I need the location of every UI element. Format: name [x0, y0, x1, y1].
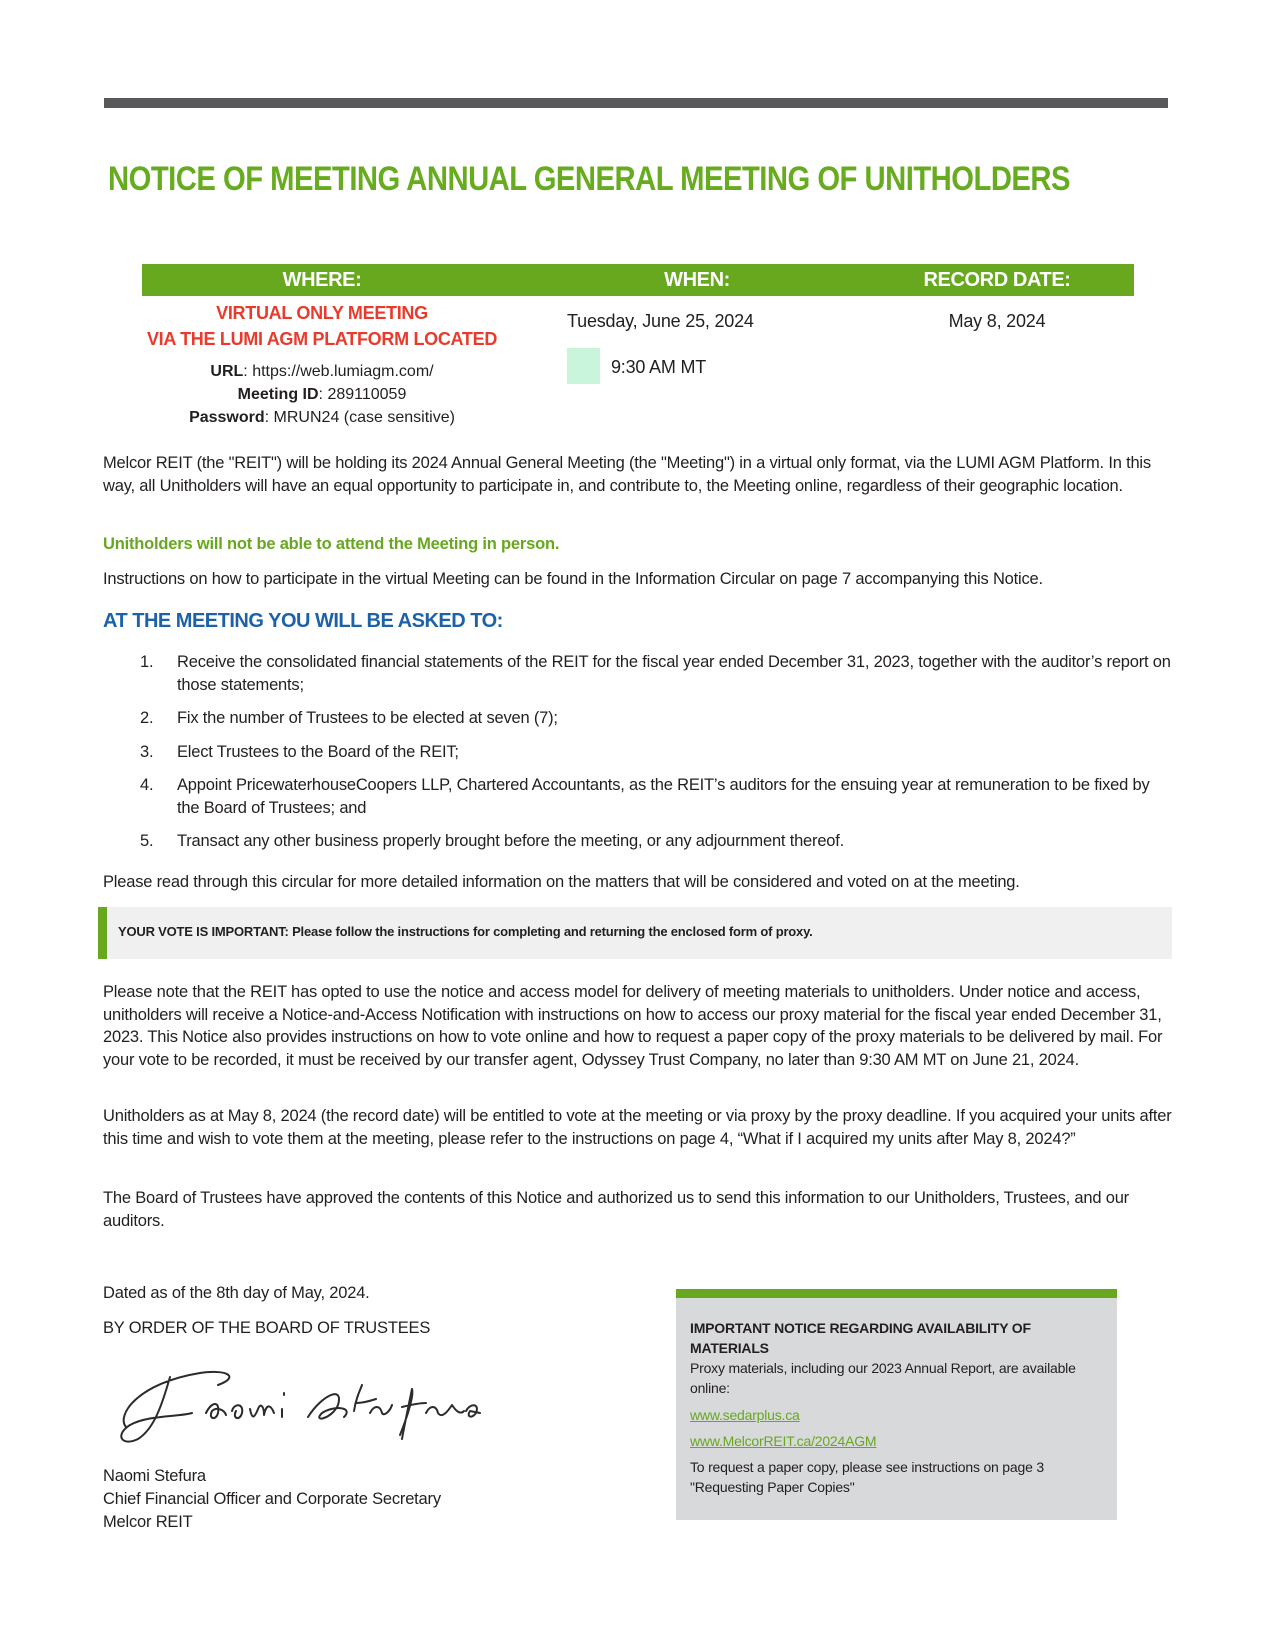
meeting-date: Tuesday, June 25, 2024	[567, 311, 754, 331]
top-rule	[104, 98, 1168, 108]
intro-paragraph: Melcor REIT (the "REIT") will be holding its 2024 Annual General Meeting (the "Meeting") in a virtual only format, via the LUMI AGM Platform. In this way, all Unitholders will have an equal opportunity to participate in, and contribute to, the Meeting online, regardless of their geographic location.	[103, 454, 1151, 495]
vote-important-text: YOUR VOTE IS IMPORTANT: Please follow the instructions for completing and returning the enclosed form of proxy.	[118, 924, 813, 939]
sedarplus-link[interactable]: www.sedarplus.ca	[690, 1407, 800, 1423]
meeting-table-header	[142, 264, 1134, 296]
read-through-paragraph: Please read through this circular for more detailed information on the matters that will be considered and voted on at the meeting.	[103, 873, 1020, 891]
meeting-id-label: Meeting ID	[237, 386, 319, 403]
dated-line: Dated as of the 8th day of May, 2024.	[103, 1284, 370, 1302]
list-item: 4. Appoint PricewaterhouseCoopers LLP, Chartered Accountants, as the REIT’s auditors for the ensuing year at remuneration to be fixed by the Board of Trustees; and	[140, 776, 1150, 817]
notice-box-accent	[676, 1289, 1117, 1298]
instructions-paragraph: Instructions on how to participate in the virtual Meeting can be found in the Information Circular on page 7 accompanying this Notice.	[103, 570, 1043, 588]
list-item: 1. Receive the consolidated financial statements of the REIT for the fiscal year ended December 31, 2023, together with the auditor’s report on those statements;	[140, 653, 1171, 694]
password-line	[142, 406, 502, 429]
meeting-id-value: : 289110059	[318, 386, 407, 403]
signature-image	[108, 1355, 498, 1455]
url-line	[142, 360, 502, 383]
agenda-list	[103, 651, 1175, 864]
paper-copy-text: To request a paper copy, please see instructions on page 3 "Requesting Paper Copies"	[690, 1459, 1044, 1495]
board-paragraph: The Board of Trustees have approved the contents of this Notice and authorized us to send this information to our Unitholders, Trustees, and our auditors.	[103, 1189, 1129, 1230]
record-date-paragraph: Unitholders as at May 8, 2024 (the record date) will be entitled to vote at the meeting or via proxy by the proxy deadline. If you acquired your units after this time and wish to vote them at the meeting, please refer to the instructions on page 4, “What if I acquired my units after May 8, 2024?”	[103, 1107, 1172, 1148]
melcor-agm-link[interactable]: www.MelcorREIT.ca/2024AGM	[690, 1433, 877, 1449]
list-item: 3. Elect Trustees to the Board of the REIT;	[140, 742, 459, 761]
notice-heading: IMPORTANT NOTICE REGARDING AVAILABILITY OF MATERIALS	[690, 1320, 1031, 1356]
asked-heading: AT THE MEETING YOU WILL BE ASKED TO:	[103, 610, 503, 632]
by-order-line: BY ORDER OF THE BOARD OF TRUSTEES	[103, 1319, 431, 1337]
password-label: Password	[189, 409, 265, 426]
header-when: WHEN:	[664, 269, 730, 291]
signer-name: Naomi Stefura	[103, 1467, 206, 1485]
signer-org: Melcor REIT	[103, 1513, 193, 1531]
meeting-id-line	[142, 383, 502, 406]
vote-callout-accent	[98, 907, 107, 959]
platform-line: VIA THE LUMI AGM PLATFORM LOCATED	[146, 329, 498, 349]
page-title: NOTICE OF MEETING ANNUAL GENERAL MEETING OF UNITHOLDERS	[108, 160, 1071, 198]
highlight-marker	[567, 348, 600, 384]
header-record-date: RECORD DATE:	[923, 269, 1071, 291]
notice-access-paragraph: Please note that the REIT has opted to use the notice and access model for delivery of meeting materials to unitholders. Under notice and access, unitholders will receive a Notice-and-Access Notification with instructions on how to access our proxy material for the fiscal year ended December 31, 2023. This Notice also provides instructions on how to vote online and how to request a paper copy of the proxy materials to be delivered by mail. For your vote to be recorded, it must be received by our transfer agent, Odyssey Trust Company, no later than 9:30 AM MT on June 21, 2024.	[103, 983, 1163, 1069]
notice-text: Proxy materials, including our 2023 Annual Report, are available online:	[690, 1360, 1076, 1396]
notice-box-content	[690, 1318, 1102, 1497]
url-value[interactable]: : https://web.lumiagm.com/	[243, 363, 434, 380]
virtual-meeting-line: VIRTUAL ONLY MEETING	[216, 303, 428, 323]
in-person-notice: Unitholders will not be able to attend the Meeting in person.	[103, 535, 560, 553]
header-where: WHERE:	[282, 269, 362, 291]
record-date: May 8, 2024	[948, 311, 1046, 331]
list-item: 5. Transact any other business properly brought before the meeting, or any adjournment thereof.	[140, 832, 845, 850]
list-item: 2. Fix the number of Trustees to be elected at seven (7);	[140, 709, 558, 727]
signer-role: Chief Financial Officer and Corporate Secretary	[103, 1490, 441, 1508]
url-label: URL	[210, 363, 244, 380]
where-cell	[142, 300, 502, 429]
password-value: : MRUN24 (case sensitive)	[264, 409, 455, 426]
meeting-time: 9:30 AM MT	[611, 357, 707, 377]
